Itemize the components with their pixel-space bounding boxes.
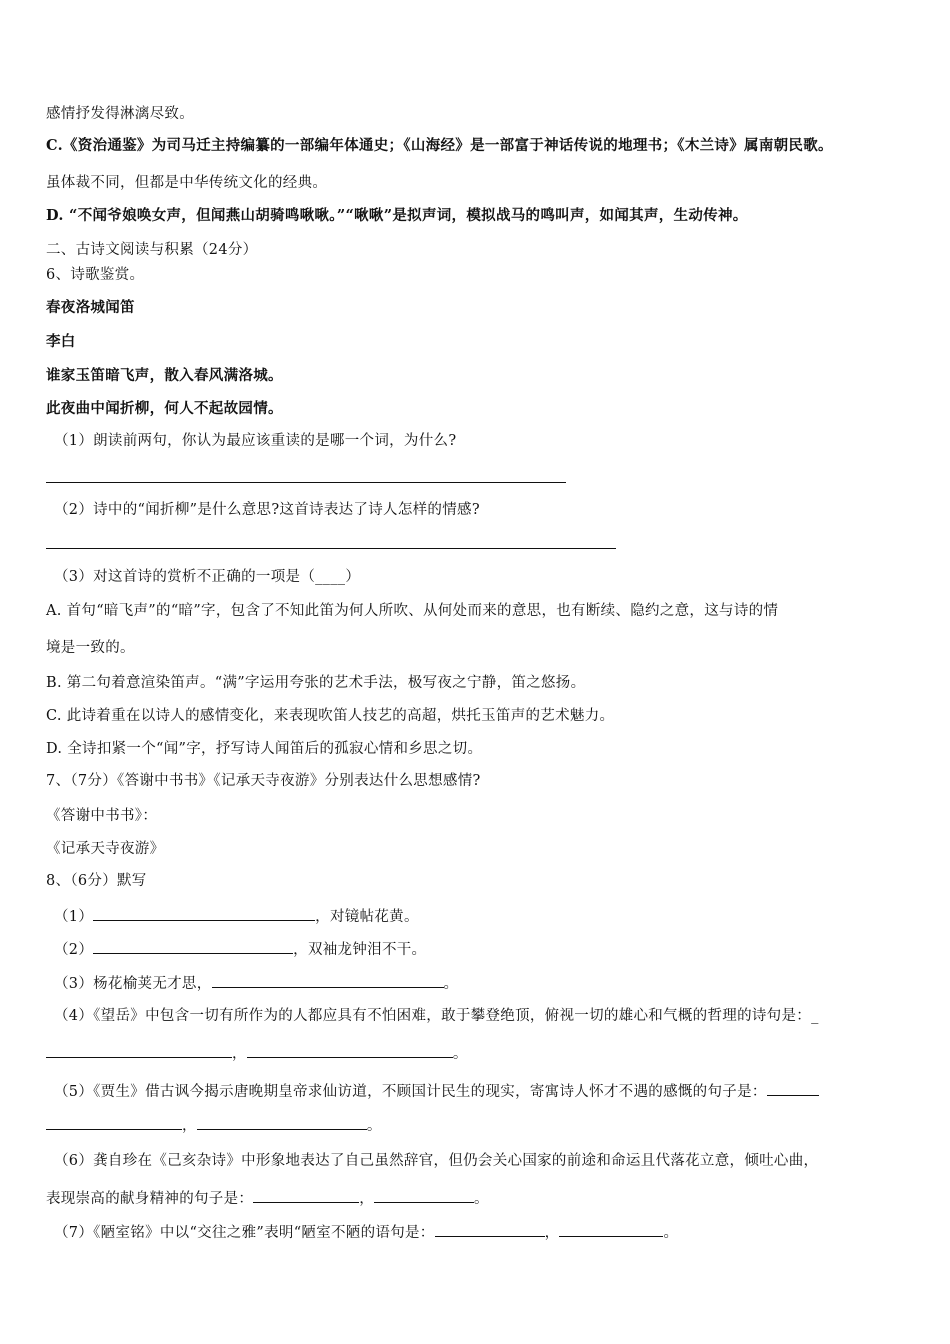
q8-item-4-answers	[46, 1042, 468, 1064]
q8-item-3-text: （3）杨花榆荚无才思，	[54, 976, 212, 992]
q5-option-c-line1: C.《资治通鉴》为司马迁主持编纂的一部编年体通史；《山海经》是一部富于神话传说的地理书；《木兰诗》属南朝民歌。	[46, 137, 833, 154]
q7-stem: 7、（7分）《答谢中书书》《记承天寺夜游》分别表达什么思想感情?	[46, 773, 481, 789]
q8-item-4-end: 。	[452, 1046, 468, 1062]
q6-sub1: （1）朗读前两句，你认为最应该重读的是哪一个词，为什么?	[54, 433, 457, 449]
q6-option-c: C. 此诗着重在以诗人的感情变化，来表现吹笛人技艺的高超，烘托玉笛声的艺术魅力。	[46, 708, 615, 724]
q7-answer-2-label: 《记承天寺夜游》	[46, 841, 165, 857]
q8-item-6-sep: ，	[359, 1191, 375, 1207]
q8-item-2-number: （2）	[54, 942, 94, 958]
q6-stem: 6、诗歌鉴赏。	[46, 267, 145, 283]
q8-item-5-blank-1b[interactable]	[46, 1114, 182, 1130]
q8-item-1-number: （1）	[54, 909, 94, 925]
poem-title: 春夜洛城闻笛	[46, 299, 135, 316]
q8-item-3-blank[interactable]	[212, 972, 444, 988]
q8-item-6-end: 。	[474, 1191, 489, 1207]
q8-item-4-sep: ，	[232, 1046, 247, 1062]
q8-item-5-prompt	[54, 1080, 819, 1102]
q8-item-6-blank-2[interactable]	[374, 1187, 474, 1203]
q8-item-6-prompt: （6）龚自珍在《己亥杂诗》中形象地表达了自己虽然辞官，但仍会关心国家的前途和命运且代落花立意，倾吐心曲，	[54, 1153, 819, 1169]
q8-item-7-blank-2[interactable]	[559, 1221, 663, 1237]
q6-sub2-answer-line[interactable]	[46, 548, 616, 549]
q8-item-7-text: （7）《陋室铭》中以“交往之雅”表明“陋室不陋的语句是：	[54, 1225, 435, 1241]
q8-item-5-blank-2[interactable]	[197, 1114, 367, 1130]
q8-item-2-text: ，双袖龙钟泪不干。	[293, 942, 427, 958]
q8-item-1-blank[interactable]	[93, 905, 315, 921]
q5-option-b-continuation: 感情抒发得淋漓尽致。	[46, 106, 194, 122]
q8-item-5-text: （5）《贾生》借古讽今揭示唐晚期皇帝求仙访道，不顾国计民生的现实，寄寓诗人怀才不遇的感慨的句子是：	[54, 1084, 767, 1100]
poem-line-2: 此夜曲中闻折柳，何人不起故园情。	[46, 400, 283, 417]
q6-option-a-line1: A. 首句“暗飞声”的“暗”字，包含了不知此笛为何人所吹、从何处而来的意思，也有断续、隐约之意，这与诗的情	[46, 603, 779, 619]
q8-item-7-blank-1[interactable]	[435, 1221, 545, 1237]
q7-answer-1-label: 《答谢中书书》：	[46, 808, 158, 824]
q8-item-3-end: 。	[443, 976, 459, 992]
q8-item-5-blank-1a[interactable]	[767, 1080, 819, 1096]
poem-author: 李白	[46, 333, 76, 350]
poem-line-1: 谁家玉笛暗飞声，散入春风满洛城。	[46, 367, 283, 384]
q8-item-5-answers	[46, 1114, 382, 1136]
q8-item-7	[54, 1221, 678, 1243]
section2-heading: 二、古诗文阅读与积累（24分）	[46, 242, 258, 258]
q8-item-1	[54, 905, 419, 927]
q8-item-6-answers	[46, 1187, 489, 1209]
q8-item-7-end: 。	[663, 1225, 679, 1241]
q6-option-b: B. 第二句着意渲染笛声。“满”字运用夸张的艺术手法，极写夜之宁静，笛之悠扬。	[46, 675, 586, 691]
q6-sub3: （3）对这首诗的赏析不正确的一项是（____）	[54, 569, 361, 585]
q8-item-6-blank-1[interactable]	[253, 1187, 359, 1203]
q5-option-d: D. “不闻爷娘唤女声，但闻燕山胡骑鸣啾啾。”“啾啾”是拟声词，模拟战马的鸣叫声，如闻其声，生动传神。	[46, 207, 748, 224]
q8-item-5-sep: ，	[182, 1118, 197, 1134]
q6-sub1-answer-line[interactable]	[46, 482, 566, 483]
q8-item-4-blank-2[interactable]	[247, 1042, 453, 1058]
q8-item-2	[54, 938, 426, 960]
q6-option-d: D. 全诗扣紧一个“闻”字，抒写诗人闻笛后的孤寂心情和乡思之切。	[46, 741, 483, 757]
q8-item-4-blank-1[interactable]	[46, 1042, 232, 1058]
q6-sub2: （2）诗中的“闻折柳”是什么意思?这首诗表达了诗人怎样的情感?	[54, 502, 480, 518]
q6-option-a-line2: 境是一致的。	[46, 640, 135, 656]
q8-item-1-text: ，对镜帖花黄。	[315, 909, 419, 925]
q8-item-6-text: 表现崇高的献身精神的句子是：	[46, 1191, 254, 1207]
q8-item-4-prompt: （4）《望岳》中包含一切有所作为的人都应具有不怕困难，敢于攀登绝顶，俯视一切的雄心和气概的哲理的诗句是：_	[54, 1008, 819, 1024]
q8-item-2-blank[interactable]	[93, 938, 293, 954]
q8-item-5-end: 。	[366, 1118, 382, 1134]
q5-option-c-line2: 虽体裁不同，但都是中华传统文化的经典。	[46, 175, 328, 191]
q8-item-7-sep: ，	[544, 1225, 560, 1241]
q8-stem: 8、（6分）默写	[46, 873, 147, 889]
q8-item-3	[54, 972, 458, 994]
